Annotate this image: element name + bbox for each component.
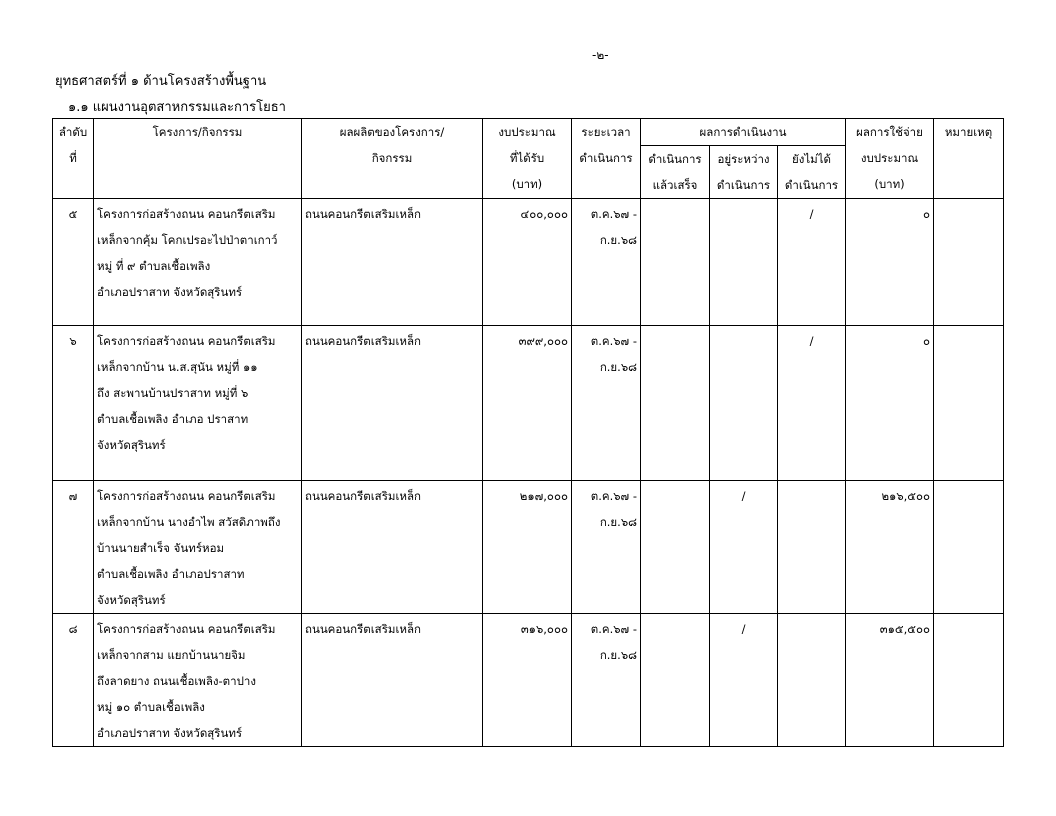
text-line: โครงการก่อสร้างถนน คอนกรีตเสริม	[97, 622, 276, 636]
header-not-started	[778, 146, 846, 199]
text-line: ลำดับ	[58, 125, 88, 139]
plan-title: ๑.๑ แผนงานอุตสาหกรรมและการโยธา	[68, 100, 286, 115]
text-line: ต.ค.๖๗ -	[590, 622, 637, 636]
row-done	[641, 481, 710, 614]
row-budget: ๒๑๗,๐๐๐	[483, 481, 572, 614]
text-line: ที่	[69, 151, 77, 165]
row-remark	[934, 326, 1004, 481]
text-line: ดำเนินการ	[784, 178, 839, 192]
row-project	[94, 481, 302, 614]
text-line: โครงการก่อสร้างถนน คอนกรีตเสริม	[97, 207, 276, 221]
text-line: ก.ย.๖๘	[599, 360, 637, 374]
text-line: ถึงลาดยาง ถนนเชื้อเพลิง-ตาปาง	[97, 674, 256, 688]
text-line: แล้วเสร็จ	[652, 178, 698, 192]
text-line: ต.ค.๖๗ -	[590, 489, 637, 503]
header-done	[641, 146, 710, 199]
text-line: เหล็กจากคุ้ม โคกเปรอะไปป่าตาเกาว์	[97, 233, 278, 247]
row-budget: ๓๙๙,๐๐๐	[483, 326, 572, 481]
text-line: อยู่ระหว่าง	[717, 152, 770, 166]
row-output: ถนนคอนกรีตเสริมเหล็ก	[302, 326, 483, 481]
row-spent: ๐	[846, 326, 934, 481]
row-no: ๖	[53, 326, 94, 481]
header-remark	[934, 119, 1004, 199]
header-spent	[846, 119, 934, 199]
strategy-title: ยุทธศาสตร์ที่ ๑ ด้านโครงสร้างพื้นฐาน	[55, 74, 267, 89]
header-no	[53, 119, 94, 199]
text-line: ดำเนินการ	[716, 178, 771, 192]
text-line: เหล็กจากบ้าน น.ส.สุนัน หมู่ที่ ๑๑	[97, 360, 258, 374]
row-period	[572, 614, 641, 747]
row-output: ถนนคอนกรีตเสริมเหล็ก	[302, 481, 483, 614]
row-not-started: /	[778, 326, 846, 481]
text-line: ต.ค.๖๗ -	[590, 207, 637, 221]
row-project	[94, 326, 302, 481]
text-line: งบประมาณ	[860, 151, 919, 165]
table-row	[53, 199, 1004, 326]
table-row	[53, 326, 1004, 481]
row-period	[572, 326, 641, 481]
row-in-progress: /	[710, 481, 778, 614]
text-line: (บาท)	[511, 177, 543, 191]
row-not-started: /	[778, 199, 846, 326]
row-spent: ๒๑๖,๕๐๐	[846, 481, 934, 614]
table-row	[53, 481, 1004, 614]
row-done	[641, 614, 710, 747]
header-budget	[483, 119, 572, 199]
text-line: ถึง สะพานบ้านปราสาท หมู่ที่ ๖	[97, 386, 249, 400]
row-remark	[934, 481, 1004, 614]
row-no: ๗	[53, 481, 94, 614]
text-line: โครงการก่อสร้างถนน คอนกรีตเสริม	[97, 334, 276, 348]
row-done	[641, 199, 710, 326]
text-line: โครงการ/กิจกรรม	[152, 125, 243, 139]
row-done	[641, 326, 710, 481]
text-line: ที่ได้รับ	[509, 151, 545, 165]
text-line: หมู่ ๑๐ ตำบลเชื้อเพลิง	[97, 700, 205, 714]
text-line: (บาท)	[874, 177, 905, 191]
row-output: ถนนคอนกรีตเสริมเหล็ก	[302, 614, 483, 747]
header-result-group: ผลการดำเนินงาน	[641, 119, 846, 146]
text-line: ก.ย.๖๘	[599, 648, 637, 662]
row-not-started	[778, 481, 846, 614]
header-project	[94, 119, 302, 199]
text-line: อำเภอปราสาท จังหวัดสุรินทร์	[97, 726, 243, 740]
text-line: เหล็กจากสาม แยกบ้านนายจิม	[97, 648, 246, 662]
row-spent: ๓๑๕,๕๐๐	[846, 614, 934, 747]
text-line: ดำเนินการ	[648, 152, 702, 166]
text-line: ก.ย.๖๘	[599, 233, 637, 247]
row-budget: ๓๑๖,๐๐๐	[483, 614, 572, 747]
row-spent: ๐	[846, 199, 934, 326]
text-line: จังหวัดสุรินทร์	[97, 438, 166, 452]
page-number: -๒-	[592, 48, 609, 62]
row-in-progress	[710, 199, 778, 326]
text-line: จังหวัดสุรินทร์	[97, 593, 166, 607]
text-line: ก.ย.๖๘	[599, 515, 637, 529]
text-line: บ้านนายสำเร็จ จันทร์หอม	[97, 541, 225, 555]
row-not-started	[778, 614, 846, 747]
text-line: ผลการใช้จ่าย	[856, 125, 923, 139]
text-line: อำเภอปราสาท จังหวัดสุรินทร์	[97, 285, 243, 299]
row-budget: ๔๐๐,๐๐๐	[483, 199, 572, 326]
text-line: ดำเนินการ	[579, 151, 633, 165]
row-in-progress: /	[710, 614, 778, 747]
header-output	[302, 119, 483, 199]
row-remark	[934, 614, 1004, 747]
text-line: โครงการก่อสร้างถนน คอนกรีตเสริม	[97, 489, 276, 503]
row-no: ๘	[53, 614, 94, 747]
row-period	[572, 481, 641, 614]
text-line: งบประมาณ	[498, 125, 556, 139]
header-period	[572, 119, 641, 199]
row-period	[572, 199, 641, 326]
text-line: หมู่ ที่ ๙ ตำบลเชื้อเพลิง	[97, 259, 211, 273]
text-line: เหล็กจากบ้าน นางอำไพ สวัสดิภาพถึง	[97, 515, 281, 529]
row-no: ๕	[53, 199, 94, 326]
text-line: ต.ค.๖๗ -	[590, 334, 637, 348]
text-line: ตำบลเชื้อเพลิง อำเภอปราสาท	[97, 567, 245, 581]
text-line: ระยะเวลา	[581, 125, 631, 139]
row-project	[94, 199, 302, 326]
text-line: หมายเหตุ	[944, 125, 993, 139]
text-line: ตำบลเชื้อเพลิง อำเภอ ปราสาท	[97, 412, 249, 426]
table-row	[53, 614, 1004, 747]
text-line: ผลผลิตของโครงการ/	[339, 125, 445, 139]
header-in-progress	[710, 146, 778, 199]
project-report-table	[52, 118, 1004, 747]
text-line: กิจกรรม	[371, 151, 413, 165]
row-in-progress	[710, 326, 778, 481]
text-line: ยังไม่ได้	[792, 152, 831, 166]
row-output: ถนนคอนกรีตเสริมเหล็ก	[302, 199, 483, 326]
row-project	[94, 614, 302, 747]
row-remark	[934, 199, 1004, 326]
